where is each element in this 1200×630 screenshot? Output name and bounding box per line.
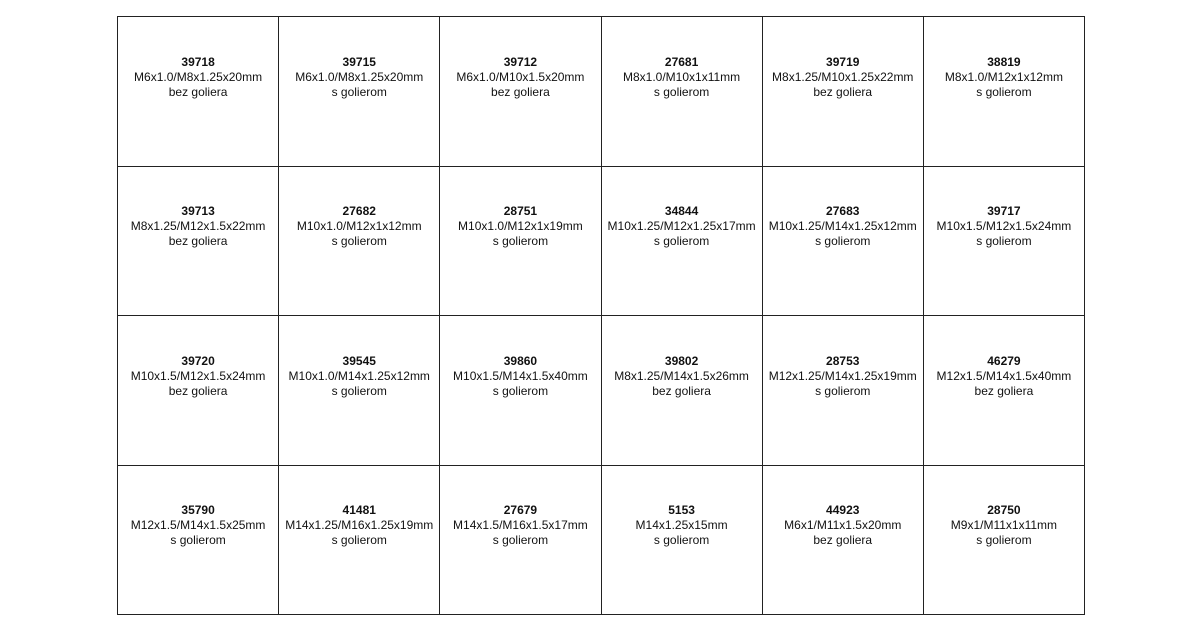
collar-type: bez goliera: [491, 84, 550, 99]
part-code: 39545: [342, 353, 376, 368]
thread-size: M12x1.5/M14x1.5x25mm: [130, 518, 266, 533]
thread-size: M6x1/M11x1.5x20mm: [784, 518, 902, 533]
grid-cell: [440, 167, 601, 317]
grid-cell: [279, 466, 440, 616]
thread-size: M10x1.0/M12x1x12mm: [296, 219, 422, 234]
thread-size: M6x1.0/M8x1.25x20mm: [134, 69, 263, 84]
collar-type: bez goliera: [974, 383, 1034, 398]
grid-cell: [924, 466, 1085, 616]
thread-size: M12x1.25/M14x1.25x19mm: [768, 368, 917, 383]
thread-size: M8x1.25/M14x1.5x26mm: [614, 368, 749, 383]
thread-size: M10x1.5/M14x1.5x40mm: [453, 368, 588, 383]
collar-type: bez goliera: [813, 533, 873, 548]
grid-cell: [763, 167, 924, 317]
collar-type: s golierom: [170, 533, 226, 548]
grid-cell: [924, 316, 1085, 466]
collar-type: s golierom: [492, 383, 549, 398]
collar-type: s golierom: [653, 533, 710, 548]
part-code: 39802: [664, 353, 699, 368]
grid-cell: [924, 17, 1085, 167]
thread-size: M9x1/M11x1x11mm: [950, 518, 1058, 533]
thread-size: M8x1.25/M12x1.5x22mm: [130, 219, 266, 234]
collar-type: s golierom: [815, 234, 871, 249]
thread-size: M6x1.0/M8x1.25x20mm: [295, 69, 424, 84]
thread-size: M8x1.0/M10x1x11mm: [623, 69, 741, 84]
part-code: 44923: [826, 503, 860, 518]
collar-type: s golierom: [653, 234, 710, 249]
collar-type: s golierom: [492, 533, 549, 548]
collar-type: s golierom: [976, 533, 1032, 548]
thread-size: M14x1.25/M16x1.25x19mm: [285, 518, 434, 533]
thread-size: M10x1.25/M14x1.25x12mm: [768, 219, 917, 234]
thread-size: M10x1.0/M14x1.25x12mm: [288, 368, 430, 383]
collar-type: s golierom: [331, 234, 387, 249]
collar-type: s golierom: [976, 84, 1032, 99]
collar-type: s golierom: [331, 383, 387, 398]
grid-cell: [924, 167, 1085, 317]
part-code: 41481: [342, 503, 376, 518]
grid-cell: [440, 466, 601, 616]
part-code: 39860: [503, 353, 538, 368]
collar-type: bez goliera: [168, 84, 228, 99]
part-code: 38819: [987, 54, 1021, 69]
part-code: 28753: [826, 353, 860, 368]
part-code: 46279: [987, 353, 1021, 368]
collar-type: s golierom: [331, 84, 387, 99]
thread-size: M10x1.0/M12x1x19mm: [458, 219, 583, 234]
thread-size: M10x1.5/M12x1.5x24mm: [936, 219, 1072, 234]
part-code: 35790: [181, 503, 215, 518]
part-code: 27681: [664, 54, 699, 69]
grid-cell: [763, 316, 924, 466]
thread-size: M14x1.5/M16x1.5x17mm: [453, 518, 588, 533]
part-code: 39715: [342, 54, 376, 69]
part-code: 39719: [826, 54, 860, 69]
collar-type: bez goliera: [168, 234, 228, 249]
thread-size: M8x1.0/M12x1x12mm: [944, 69, 1063, 84]
thread-size: M10x1.25/M12x1.25x17mm: [607, 219, 756, 234]
part-code: 28751: [503, 204, 538, 219]
grid-cell: [279, 167, 440, 317]
part-code: 39718: [181, 54, 215, 69]
collar-type: s golierom: [492, 234, 549, 249]
part-code: 28750: [987, 503, 1021, 518]
collar-type: bez goliera: [813, 84, 873, 99]
grid-cell: [602, 466, 763, 616]
part-code: 27679: [503, 503, 538, 518]
part-code: 39720: [181, 353, 215, 368]
grid-cell: [440, 17, 601, 167]
grid-cell: [118, 466, 279, 616]
grid-cell: [440, 316, 601, 466]
grid-cell: [602, 316, 763, 466]
thread-size: M6x1.0/M10x1.5x20mm: [456, 69, 585, 84]
part-code: 39717: [987, 204, 1021, 219]
thread-size: M12x1.5/M14x1.5x40mm: [936, 368, 1072, 383]
part-code: 39712: [503, 54, 538, 69]
grid-cell: [602, 167, 763, 317]
collar-type: bez goliera: [652, 383, 711, 398]
grid-cell: [763, 17, 924, 167]
collar-type: s golierom: [976, 234, 1032, 249]
product-grid: [117, 16, 1085, 615]
grid-cell: [118, 167, 279, 317]
part-code: 5153: [668, 503, 695, 518]
part-code: 39713: [181, 204, 215, 219]
grid-cell: [763, 466, 924, 616]
collar-type: s golierom: [331, 533, 387, 548]
grid-cell: [118, 17, 279, 167]
grid-cell: [118, 316, 279, 466]
part-code: 27683: [826, 204, 860, 219]
collar-type: bez goliera: [168, 383, 228, 398]
part-code: 34844: [664, 204, 699, 219]
grid-cell: [279, 316, 440, 466]
thread-size: M8x1.25/M10x1.25x22mm: [772, 69, 914, 84]
collar-type: s golierom: [815, 383, 871, 398]
thread-size: M14x1.25x15mm: [635, 518, 728, 533]
grid-cell: [602, 17, 763, 167]
collar-type: s golierom: [653, 84, 710, 99]
part-code: 27682: [342, 204, 376, 219]
thread-size: M10x1.5/M12x1.5x24mm: [130, 368, 266, 383]
grid-cell: [279, 17, 440, 167]
